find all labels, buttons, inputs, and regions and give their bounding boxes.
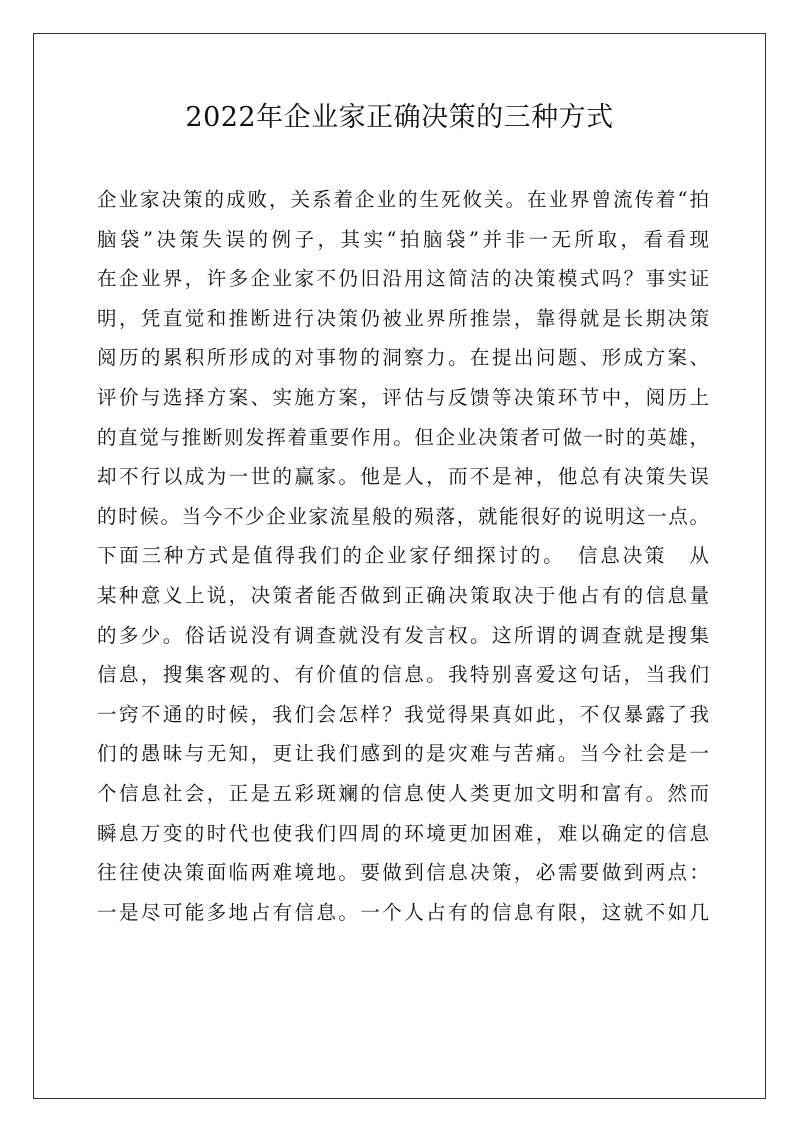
document-body (97, 180, 709, 932)
body-line: 评价与选择方案、实施方案，评估与反馈等决策环节中，阅历上 (97, 385, 709, 409)
body-line: 阅历的累积所形成的对事物的洞察力。在提出问题、形成方案、 (97, 346, 709, 370)
body-line: 的多少。俗话说没有调查就没有发言权。这所谓的调查就是搜集 (97, 623, 709, 647)
body-line: 却不行以成为一世的赢家。他是人，而不是神，他总有决策失误 (97, 465, 709, 489)
body-line: 下面三种方式是值得我们的企业家仔细探讨的。 信息决策 从 (97, 544, 709, 568)
body-line: 往往使决策面临两难境地。要做到信息决策，必需要做到两点： (97, 861, 709, 885)
document-title: 2022年企业家正确决策的三种方式 (185, 102, 614, 133)
body-line: 企业家决策的成败，关系着企业的生死攸关。在业界曾流传着“拍 (97, 188, 709, 211)
body-line: 某种意义上说，决策者能否做到正确决策取决于他占有的信息量 (97, 583, 709, 607)
body-line: 的时候。当今不少企业家流星般的殒落，就能很好的说明这一点。 (97, 504, 709, 528)
body-line: 明，凭直觉和推断进行决策仍被业界所推崇，靠得就是长期决策 (97, 306, 709, 330)
body-line: 们的愚昧与无知，更让我们感到的是灾难与苦痛。当今社会是一 (97, 742, 709, 766)
body-line: 在企业界，许多企业家不仍旧沿用这简洁的决策模式吗？事实证 (97, 267, 709, 291)
body-line: 的直觉与推断则发挥着重要作用。但企业决策者可做一时的英雄， (97, 425, 709, 449)
body-line: 信息，搜集客观的、有价值的信息。我特别喜爱这句话，当我们 (97, 663, 709, 687)
body-line: 脑袋”决策失误的例子，其实“拍脑袋”并非一无所取，看看现 (97, 227, 709, 251)
body-line: 一是尽可能多地占有信息。一个人占有的信息有限，这就不如几 (97, 900, 709, 924)
body-line: 个信息社会，正是五彩斑斓的信息使人类更加文明和富有。然而 (97, 781, 709, 805)
body-line: 一窍不通的时候，我们会怎样？我觉得果真如此，不仅暴露了我 (97, 702, 709, 726)
body-line: 瞬息万变的时代也使我们四周的环境更加困难，难以确定的信息 (97, 821, 709, 845)
